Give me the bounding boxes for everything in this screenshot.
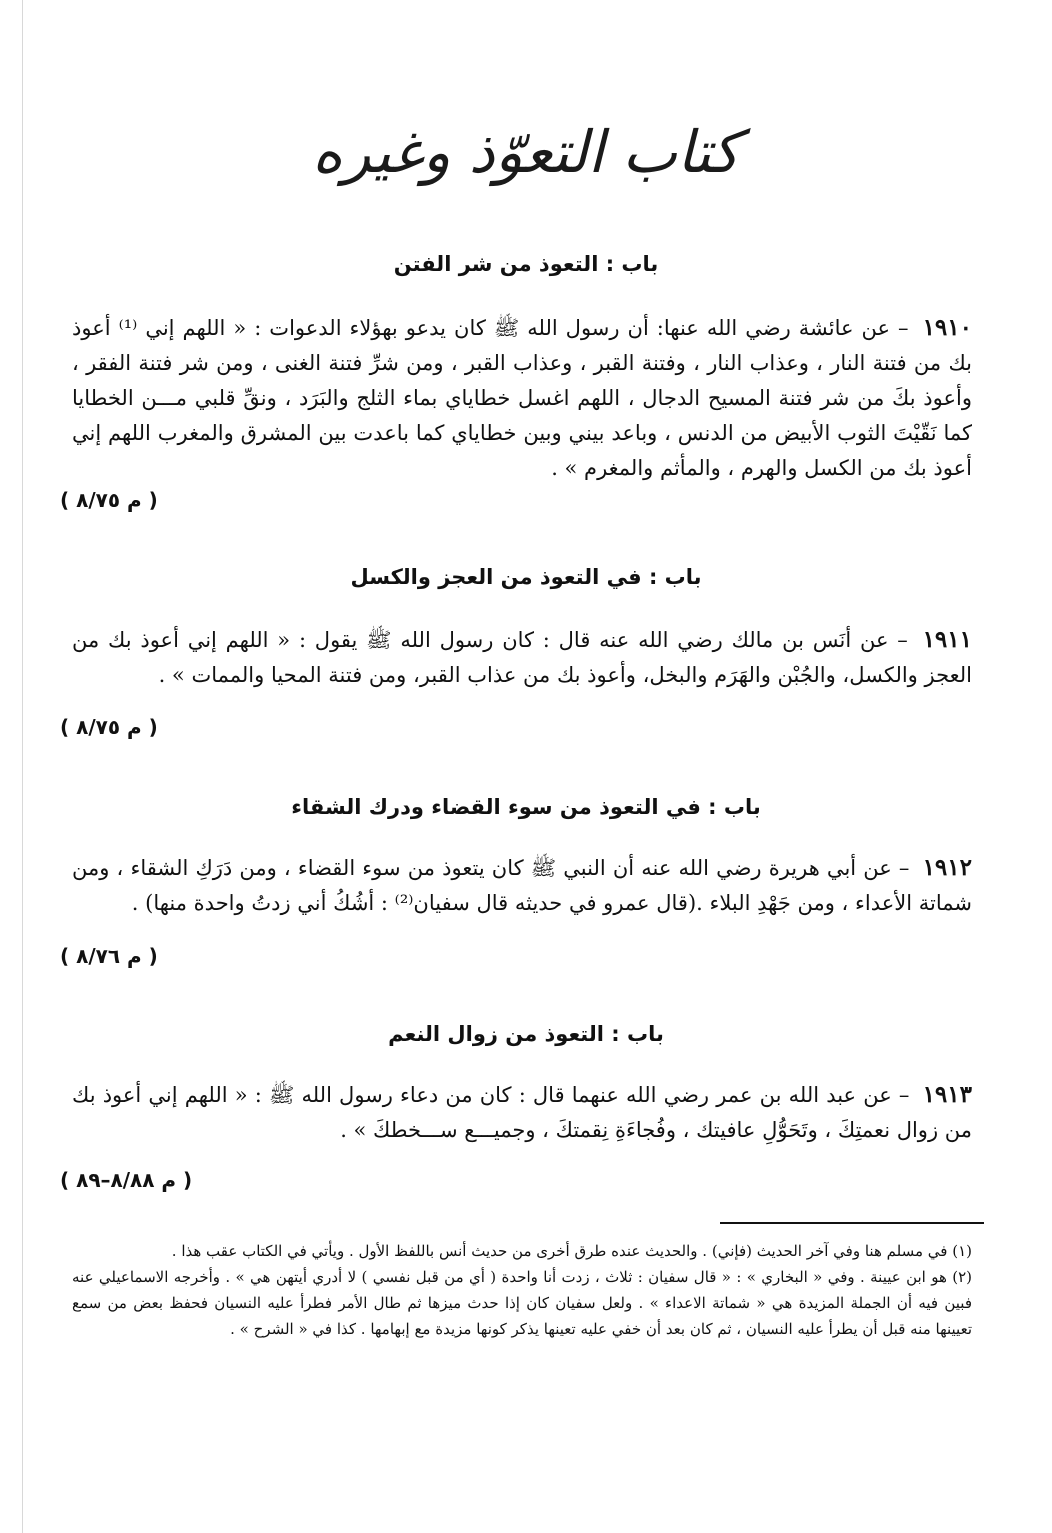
- section-heading-3: باب : في التعوذ من سوء القضاء ودرك الشقاء: [291, 795, 761, 819]
- hadith-number: ١٩١١: [922, 626, 972, 653]
- hadith-1910: [72, 310, 972, 486]
- hadith-1913: [72, 1077, 972, 1148]
- section-heading-4: باب : التعوذ من زوال النعم: [388, 1022, 664, 1046]
- hadith-reference: ( م ٨/٧٥ ): [60, 715, 158, 739]
- section-heading-2: باب : في التعوذ من العجز والكسل: [350, 565, 702, 589]
- scan-edge-line: [22, 0, 23, 1533]
- hadith-number: ١٩١٣: [922, 1081, 972, 1108]
- hadith-1912: [72, 850, 972, 921]
- hadith-number: ١٩١٠: [922, 314, 972, 341]
- footnote-divider: [720, 1222, 984, 1224]
- footnotes: [72, 1238, 972, 1342]
- section-heading-1: باب : التعوذ من شر الفتن: [393, 252, 659, 276]
- hadith-text: – عن أنَس بن مالك رضي الله عنه قال : كان رسول الله ﷺ يقول : « اللهم إني أعوذ بك من العجز والكسل، والجُبْن والهَرَم والبخل، وأعوذ بك من عذاب القبر، ومن فتنة المحيا والممات » .: [72, 628, 972, 687]
- hadith-text: – عن عبد الله بن عمر رضي الله عنهما قال : كان من دعاء رسول الله ﷺ : « اللهم إني أعوذ بك من زوال نعمتِكَ ، وتَحَوُّلِ عافيتك ، وفُجاءَةِ نِقمتكَ ، وجميـــع ســـخطكَ » .: [72, 1083, 972, 1142]
- hadith-text: – عن أبي هريرة رضي الله عنه أن النبي ﷺ كان يتعوذ من سوء القضاء ، ومن دَرَكِ الشقاء ، ومن شماتة الأعداء ، ومن جَهْدِ البلاء .(قال عمرو في حديثه قال سفيان⁽²⁾ : أشُكُ أني زدتُ واحدة منها) .: [72, 856, 972, 915]
- hadith-text: – عن عائشة رضي الله عنها: أن رسول الله ﷺ كان يدعو بهؤلاء الدعوات : « اللهم إني ⁽¹⁾ أعوذ بك من فتنة النار ، وعذاب النار ، وفتنة القبر ، وعذاب القبر ، ومن شرِّ فتنة الغنى ، ومن شر فتنة الفقر ، وأعوذ بكَ من شر فتنة المسيح الدجال ، اللهم اغسل خطاياي بماء الثلج والبَرَد ، ونقِّ قلبي مـــن الخطايا كما نَقّيْتَ الثوب الأبيض من الدنس ، وباعد بيني وبين خطاياي كما باعدت بين المشرق والمغرب اللهم إني أعوذ بك من الكسل والهرم ، والمأثم والمغرم » .: [72, 316, 972, 480]
- hadith-reference: ( م ٨/٧٦ ): [60, 944, 158, 968]
- footnote-1: (١) في مسلم هنا وفي آخر الحديث (فإني) . والحديث عنده طرق أخرى من حديث أنس باللفظ الأول . ويأتي في الكتاب عقب هذا .: [171, 1242, 972, 1260]
- hadith-reference: ( م ٨/٧٥ ): [60, 488, 158, 512]
- footnote-2: (٢) هو ابن عيينة . وفي « البخاري » : « قال سفيان : ثلاث ، زدت أنا واحدة ( أي من قبل نفسي ) لا أدري أيتهن هي » . وأخرجه الاسماعيلي عنه فبين فيه أن الجملة المزيدة هي « شماتة الاعداء » . ولعل سفيان كان إذا حدث ميزها ثم طال الأمر فطرأ عليه النسيان فحفظ بعض من سمع تعيينها منه قبل أن يطرأ عليه النسيان ، ثم كان بعد أن خفي عليه تعينها يذكر كونها مزيدة مع إبهامها . كذا في « الشرح » .: [72, 1268, 972, 1338]
- hadith-reference: ( م ٨/٨٨–٨٩ ): [60, 1168, 193, 1192]
- book-title: كتاب التعوّذ وغيره: [312, 118, 740, 186]
- hadith-number: ١٩١٢: [922, 854, 972, 881]
- hadith-1911: [72, 622, 972, 693]
